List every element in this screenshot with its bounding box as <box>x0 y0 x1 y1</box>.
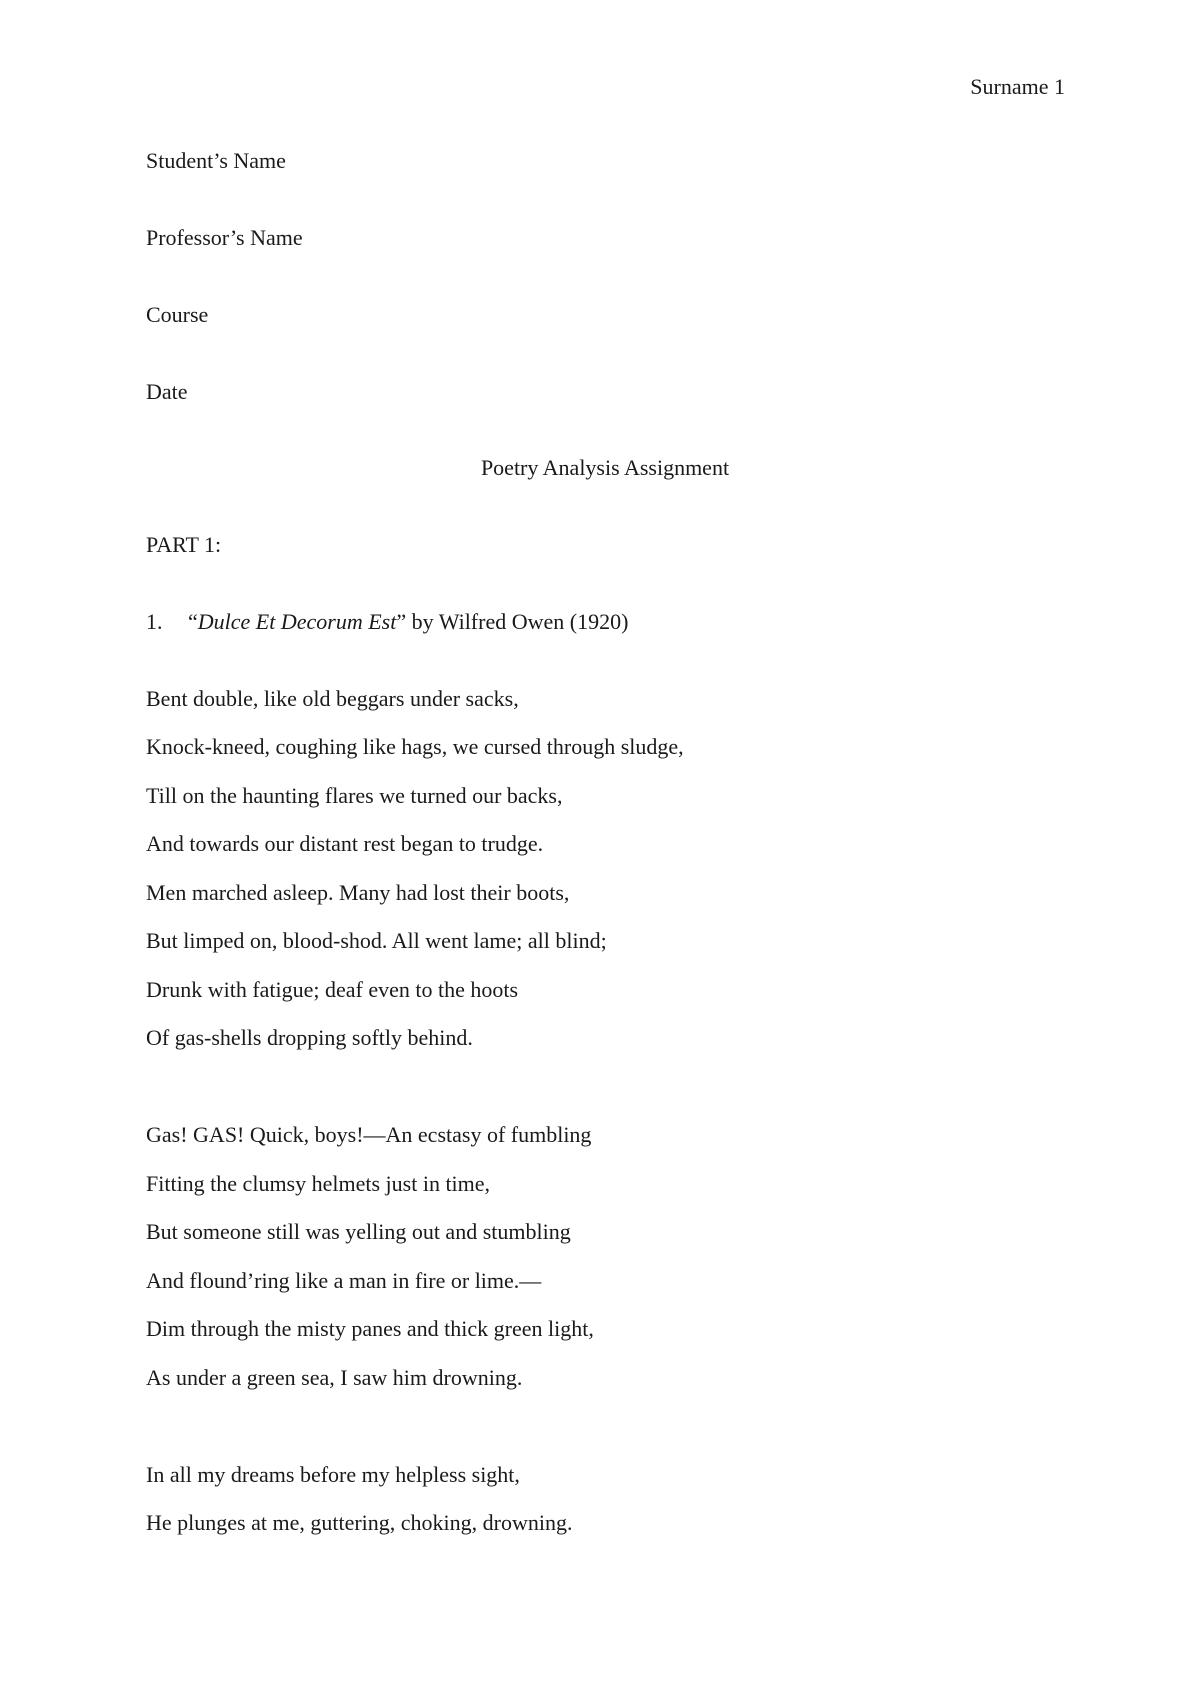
poem-line: Men marched asleep. Many had lost their boots, <box>146 880 570 905</box>
poem-line: Gas! GAS! Quick, boys!—An ecstasy of fumbling <box>146 1122 592 1147</box>
poem-line: And flound’ring like a man in fire or lime.— <box>146 1268 542 1293</box>
date: Date <box>146 379 188 404</box>
poem-line: Of gas-shells dropping softly behind. <box>146 1025 473 1050</box>
list-number: 1. <box>146 609 163 634</box>
running-head: Surname 1 <box>970 74 1065 99</box>
poem-line: Bent double, like old beggars under sacks, <box>146 686 519 711</box>
poem-line: Drunk with fatigue; deaf even to the hoots <box>146 977 519 1002</box>
poem-line: Knock-kneed, coughing like hags, we cursed through sludge, <box>146 734 684 759</box>
poem-line: But someone still was yelling out and stumbling <box>146 1219 571 1244</box>
page-title: Poetry Analysis Assignment <box>480 455 730 480</box>
student-name: Student’s Name <box>146 148 286 173</box>
poem-title: Dulce Et Decorum Est <box>197 609 397 634</box>
poem-line: As under a green sea, I saw him drowning. <box>146 1365 523 1390</box>
course: Course <box>146 302 209 327</box>
poem-line: And towards our distant rest began to trudge. <box>146 831 544 856</box>
poem-line: In all my dreams before my helpless sight, <box>146 1462 520 1487</box>
part-label: PART 1: <box>146 532 222 557</box>
open-quote: “ <box>188 609 198 634</box>
poem-entry <box>146 611 628 633</box>
poem-line: Dim through the misty panes and thick green light, <box>146 1316 594 1341</box>
poem-line: Fitting the clumsy helmets just in time, <box>146 1171 491 1196</box>
poem-line: But limped on, blood-shod. All went lame; all blind; <box>146 928 607 953</box>
poem-author: ” by Wilfred Owen (1920) <box>396 609 629 634</box>
poem-line: Till on the haunting flares we turned our backs, <box>146 783 563 808</box>
professor-name: Professor’s Name <box>146 225 303 250</box>
poem-line: He plunges at me, guttering, choking, drowning. <box>146 1510 573 1535</box>
